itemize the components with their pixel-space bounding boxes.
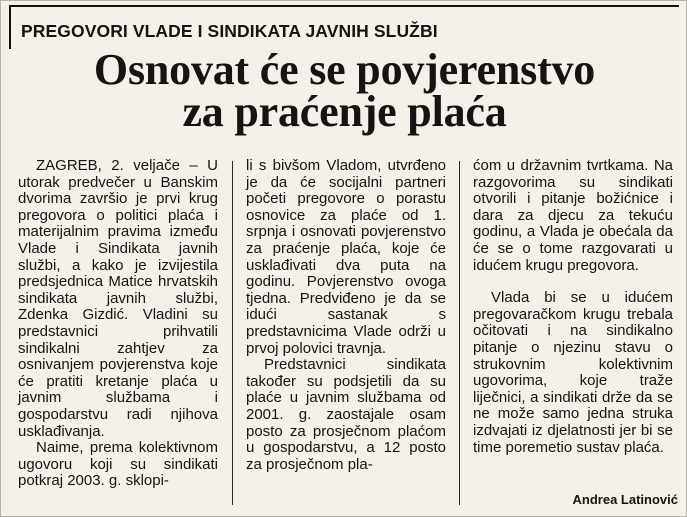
headline-line-1: Osnovat će se povjerenstvo	[93, 45, 596, 94]
column-divider-1	[232, 161, 233, 505]
article-column-2	[246, 158, 446, 473]
article-column-3	[473, 158, 673, 456]
headline-line-2: za praćenje plaća	[182, 87, 507, 136]
column-1-paragraph-2: Naime, prema kolektivnom ugovoru koji su sindikati potkraj 2003. g. sklopi-	[18, 439, 218, 490]
author-byline: Andrea Latinović	[572, 492, 678, 507]
column-divider-2	[459, 161, 460, 505]
column-2-paragraph-2: Predstavnici sindikata također su podsjetili da su plaće u javnim službama od 2001. g. zaostajale osam posto za prosječnom plaćom u gospodarstvu, a 12 posto za prosječnom pla-	[246, 356, 446, 473]
column-2-paragraph-1: li s bivšom Vladom, utvrđeno je da će socijalni partneri početi pregovore o porastu osnovice za plaće od 1. srpnja i osnovati povjerenstvo za praćenje plaća, koje će usklađivati dva puta na godinu. Povjerenstvo ovoga tjedna. Predviđeno je da se idući sastanak s predstavnicima Vlade održi u prvoj polovici travnja.	[246, 157, 446, 357]
kicker-box	[9, 5, 679, 49]
column-3-paragraph-1: ćom u državnim tvrtkama. Na razgovorima su sindikati otvorili i pitanje božićnice i dara za djecu za tekuću godinu, a Vlada je obećala da će se o tome razgovarati u idućem krugu pregovora.	[473, 157, 673, 274]
column-1-paragraph-1: ZAGREB, 2. veljače – U utorak predvečer u Banskim dvorima završio je prvi krug pregovora o politici plaća i materijalnim pravima između Vlade i Sindikata javnih službi, a kako je izvijestila predsjednica Matice hrvatskih sindikata javnih službi, Zdenka Gizdić. Vladini su predstavnici prihvatili sindikalni zahtjev za osnivanjem povjerenstva koje će pratiti kretanje plaća u javnim službama i gospodarstvu radi njihova usklađivanja.	[18, 157, 218, 440]
article-column-1	[18, 158, 218, 490]
headline	[1, 45, 687, 136]
column-3-paragraph-2: Vlada bi se u idućem pregovaračkom krugu trebala očitovati i na sindikalno pitanje o njezinu stavu o strukovnim kolektivnim ugovorima, koje traže liječnici, a sindikati drže da se ne može samo jedna struka izdvajati iz djelatnosti jer bi se time poremetio sustav plaća.	[473, 289, 673, 456]
kicker-label: PREGOVORI VLADE I SINDIKATA JAVNIH SLUŽBI	[21, 21, 438, 41]
